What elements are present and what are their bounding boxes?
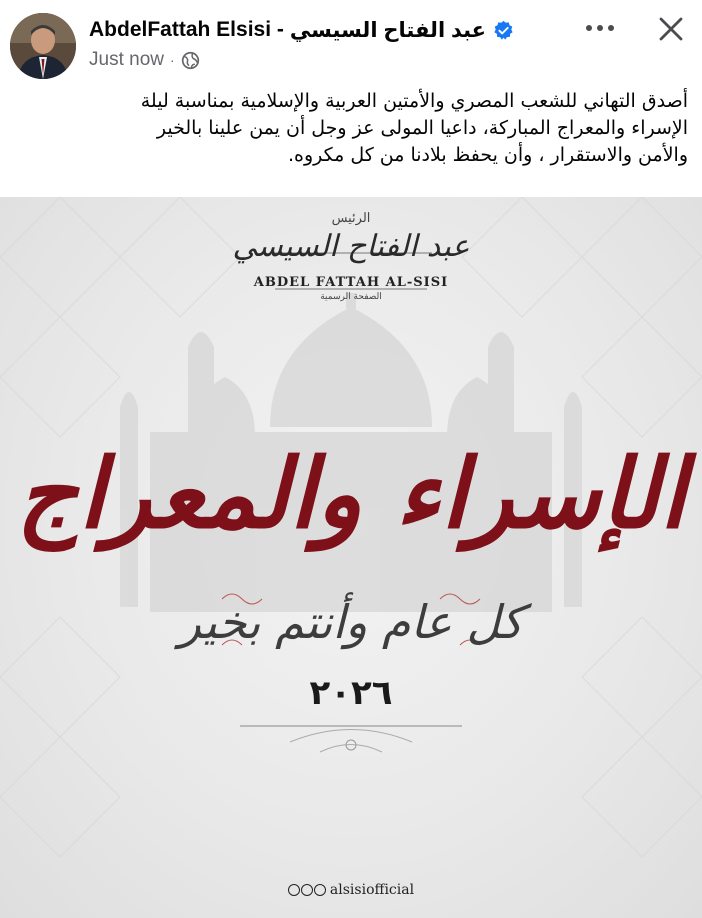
occasion-title: الإسراء والمعراج xyxy=(16,437,686,550)
brand-name-arabic: عبد الفتاح السيسي xyxy=(232,229,470,264)
post-caption: أصدق التهاني للشعب المصري والأمتين العربية والإسلامية بمناسبة ليلة الإسراء والمعراج المباركة، داعيا المولى عز وجل أن يمن علينا بالخير والأمن والاستقرار ، وأن يحفظ بلادنا من كل مكروه. xyxy=(140,90,688,166)
brand-subtitle: الصفحة الرسمية xyxy=(320,292,382,302)
twitter-icon xyxy=(314,884,326,896)
year-label: ٢٠٢٦ xyxy=(309,673,393,713)
social-handle xyxy=(0,882,702,898)
globe-icon[interactable] xyxy=(181,51,200,70)
close-button[interactable] xyxy=(650,10,692,48)
post-timestamp[interactable]: Just now xyxy=(89,49,164,70)
post-header xyxy=(0,0,702,82)
author-row xyxy=(89,14,514,46)
meta-separator: · xyxy=(169,52,175,68)
handle-text: alsisiofficial xyxy=(329,882,415,898)
facebook-icon xyxy=(288,884,300,896)
instagram-icon xyxy=(301,884,313,896)
post-meta xyxy=(89,47,200,73)
more-icon xyxy=(585,24,615,32)
social-media-icons xyxy=(288,884,326,896)
close-icon xyxy=(658,16,684,42)
brand-name-english: ABDEL FATTAH AL-SISI xyxy=(253,275,449,290)
author-name-arabic[interactable]: عبد الفتاح السيسي xyxy=(289,18,487,42)
author-avatar[interactable] xyxy=(10,13,76,79)
mosque-background-art xyxy=(0,197,702,918)
brand-top-label: الرئيس xyxy=(331,211,371,226)
verified-badge-icon xyxy=(493,20,514,41)
post-image[interactable] xyxy=(0,197,702,918)
author-name[interactable]: AbdelFattah Elsisi - xyxy=(89,18,284,41)
more-options-button[interactable] xyxy=(580,14,620,42)
greeting-text: كل عام وأنتم بخير xyxy=(178,595,524,649)
